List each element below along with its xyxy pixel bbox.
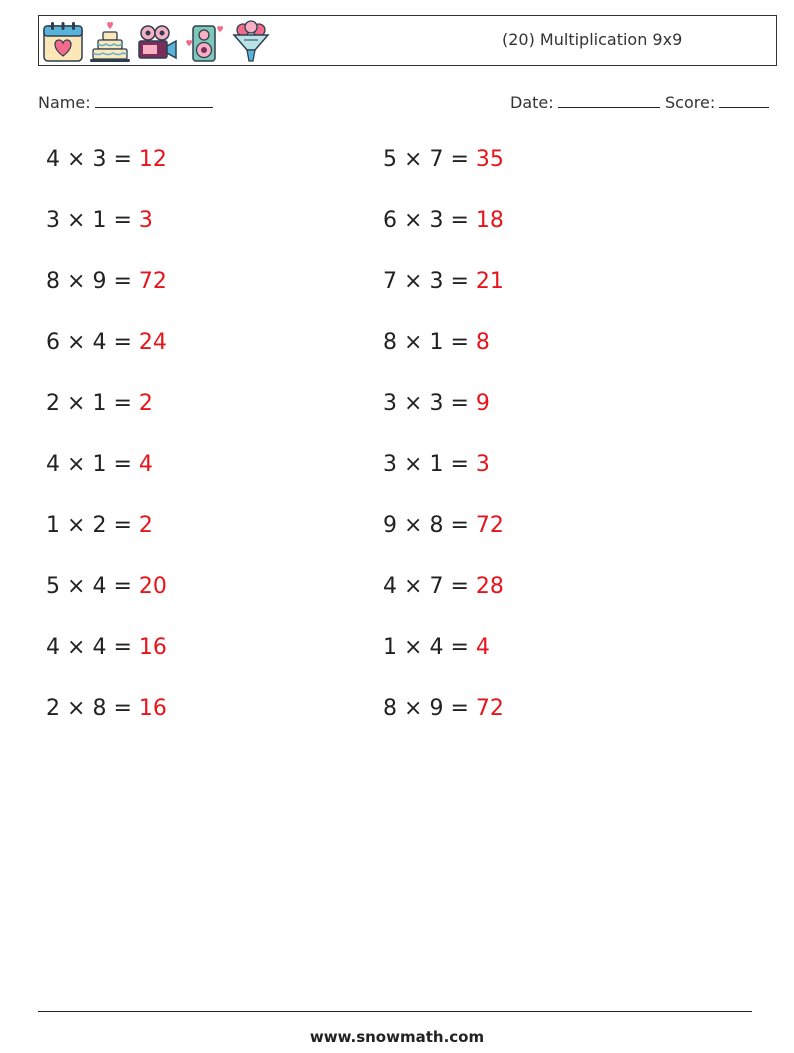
operand-a: 1 [46, 513, 60, 538]
problem-left-2 [46, 208, 153, 233]
operand-a: 3 [383, 391, 397, 416]
score-label: Score: [665, 93, 716, 112]
answer: 28 [475, 574, 504, 599]
equals-symbol: = [113, 147, 132, 172]
times-symbol: × [404, 635, 423, 660]
name-label: Name: [38, 93, 91, 112]
times-symbol: × [404, 513, 423, 538]
answer: 21 [475, 269, 504, 294]
equals-symbol: = [450, 452, 469, 477]
equals-symbol: = [113, 513, 132, 538]
operand-a: 2 [46, 391, 60, 416]
answer: 35 [475, 147, 504, 172]
times-symbol: × [404, 208, 423, 233]
answer: 9 [475, 391, 490, 416]
operand-a: 5 [383, 147, 397, 172]
problem-left-4 [46, 330, 167, 355]
worksheet-header [38, 15, 777, 66]
times-symbol: × [67, 513, 86, 538]
equals-symbol: = [450, 574, 469, 599]
problem-left-10 [46, 696, 167, 721]
times-symbol: × [404, 574, 423, 599]
operand-a: 3 [46, 208, 60, 233]
times-symbol: × [404, 330, 423, 355]
problem-right-5 [383, 391, 490, 416]
operand-b: 3 [92, 147, 107, 172]
times-symbol: × [67, 696, 86, 721]
operand-b: 1 [429, 452, 444, 477]
date-field[interactable] [510, 92, 660, 112]
operand-b: 8 [92, 696, 107, 721]
answer: 72 [475, 696, 504, 721]
operand-a: 5 [46, 574, 60, 599]
times-symbol: × [404, 391, 423, 416]
equals-symbol: = [113, 330, 132, 355]
video-camera-icon [136, 20, 178, 64]
answer: 24 [138, 330, 167, 355]
operand-b: 9 [429, 696, 444, 721]
operand-b: 7 [429, 147, 444, 172]
problem-right-7 [383, 513, 504, 538]
operand-a: 6 [46, 330, 60, 355]
equals-symbol: = [450, 269, 469, 294]
equals-symbol: = [450, 696, 469, 721]
answer: 18 [475, 208, 504, 233]
times-symbol: × [404, 147, 423, 172]
operand-a: 6 [383, 208, 397, 233]
score-field[interactable] [665, 92, 769, 112]
operand-a: 4 [46, 452, 60, 477]
answer: 12 [138, 147, 167, 172]
equals-symbol: = [113, 208, 132, 233]
answer: 3 [475, 452, 490, 477]
wedding-cake-icon [89, 20, 131, 64]
times-symbol: × [67, 452, 86, 477]
name-field[interactable] [38, 92, 213, 112]
times-symbol: × [67, 269, 86, 294]
operand-a: 8 [46, 269, 60, 294]
answer: 4 [138, 452, 153, 477]
operand-a: 2 [46, 696, 60, 721]
date-blank[interactable] [558, 92, 660, 108]
operand-b: 3 [429, 269, 444, 294]
problem-right-1 [383, 147, 504, 172]
calendar-heart-icon [42, 20, 84, 64]
date-label: Date: [510, 93, 554, 112]
equals-symbol: = [113, 452, 132, 477]
problem-left-8 [46, 574, 167, 599]
operand-a: 8 [383, 696, 397, 721]
speaker-icon [183, 20, 225, 64]
operand-b: 4 [92, 635, 107, 660]
problem-right-4 [383, 330, 490, 355]
times-symbol: × [67, 330, 86, 355]
operand-a: 4 [383, 574, 397, 599]
equals-symbol: = [113, 391, 132, 416]
equals-symbol: = [450, 635, 469, 660]
operand-b: 4 [92, 330, 107, 355]
operand-a: 4 [46, 635, 60, 660]
operand-a: 7 [383, 269, 397, 294]
flower-bouquet-icon [230, 20, 272, 64]
header-icons [42, 20, 272, 64]
operand-a: 3 [383, 452, 397, 477]
operand-b: 1 [92, 391, 107, 416]
times-symbol: × [67, 574, 86, 599]
equals-symbol: = [113, 574, 132, 599]
equals-symbol: = [450, 513, 469, 538]
problem-left-7 [46, 513, 153, 538]
equals-symbol: = [113, 635, 132, 660]
answer: 2 [138, 513, 153, 538]
problem-right-8 [383, 574, 504, 599]
equals-symbol: = [450, 330, 469, 355]
equals-symbol: = [450, 391, 469, 416]
student-fields [38, 92, 772, 116]
operand-b: 9 [92, 269, 107, 294]
problem-left-5 [46, 391, 153, 416]
score-blank[interactable] [719, 92, 769, 108]
problem-left-3 [46, 269, 167, 294]
operand-b: 3 [429, 391, 444, 416]
problem-left-1 [46, 147, 167, 172]
operand-b: 8 [429, 513, 444, 538]
operand-b: 1 [92, 208, 107, 233]
times-symbol: × [67, 635, 86, 660]
operand-b: 1 [429, 330, 444, 355]
answer: 2 [138, 391, 153, 416]
answer: 20 [138, 574, 167, 599]
times-symbol: × [404, 452, 423, 477]
footer-url: www.snowmath.com [309, 1028, 485, 1046]
problem-right-10 [383, 696, 504, 721]
answer: 16 [138, 696, 167, 721]
problem-right-6 [383, 452, 490, 477]
operand-a: 8 [383, 330, 397, 355]
problem-left-9 [46, 635, 167, 660]
name-blank[interactable] [95, 92, 213, 108]
answer: 8 [475, 330, 490, 355]
operand-b: 7 [429, 574, 444, 599]
problem-right-3 [383, 269, 504, 294]
operand-b: 1 [92, 452, 107, 477]
times-symbol: × [404, 696, 423, 721]
answer: 72 [138, 269, 167, 294]
equals-symbol: = [113, 269, 132, 294]
answer: 3 [138, 208, 153, 233]
operand-b: 4 [92, 574, 107, 599]
problem-right-9 [383, 635, 490, 660]
operand-a: 4 [46, 147, 60, 172]
footer-divider [38, 1011, 752, 1012]
problem-left-6 [46, 452, 153, 477]
answer: 72 [475, 513, 504, 538]
operand-a: 1 [383, 635, 397, 660]
answer: 16 [138, 635, 167, 660]
times-symbol: × [67, 208, 86, 233]
equals-symbol: = [113, 696, 132, 721]
times-symbol: × [404, 269, 423, 294]
operand-b: 2 [92, 513, 107, 538]
operand-a: 9 [383, 513, 397, 538]
problem-right-2 [383, 208, 504, 233]
equals-symbol: = [450, 147, 469, 172]
operand-b: 3 [429, 208, 444, 233]
answer: 4 [475, 635, 490, 660]
times-symbol: × [67, 147, 86, 172]
equals-symbol: = [450, 208, 469, 233]
times-symbol: × [67, 391, 86, 416]
operand-b: 4 [429, 635, 444, 660]
worksheet-title: (20) Multiplication 9x9 [502, 30, 683, 49]
